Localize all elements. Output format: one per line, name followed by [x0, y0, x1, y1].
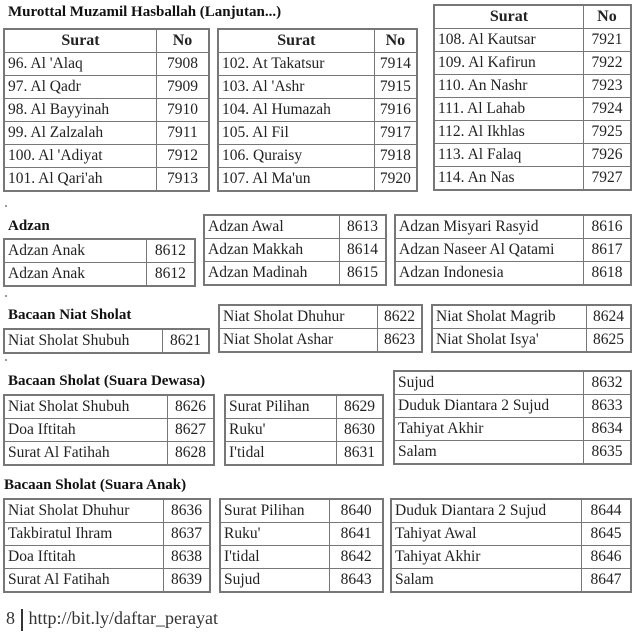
item-number: 8612: [146, 263, 195, 287]
table-row: [218, 122, 417, 145]
page-number: 8: [6, 608, 15, 628]
niat-table-2: [218, 304, 423, 353]
item-number: 8626: [167, 395, 214, 419]
table-row: [204, 215, 386, 239]
table-row: [219, 305, 422, 329]
item-name: Adzan Indonesia: [395, 262, 584, 286]
table-row: [391, 499, 631, 523]
table-row: [220, 499, 383, 523]
table-row: [220, 546, 383, 569]
item-name: Tahiyat Akhir: [391, 546, 582, 569]
item-name: Surat Pilihan: [225, 395, 337, 419]
item-number: 7922: [583, 52, 631, 75]
item-name: Adzan Misyari Rasyid: [395, 215, 584, 239]
item-number: 8640: [330, 499, 383, 523]
item-number: 7925: [583, 121, 631, 144]
table-row: [219, 329, 422, 353]
niat-heading: Bacaan Niat Sholat: [8, 307, 132, 323]
dewasa-heading: Bacaan Sholat (Suara Dewasa): [8, 373, 206, 389]
item-number: 8644: [582, 499, 631, 523]
item-name: 112. Al Ikhlas: [434, 121, 583, 144]
table-row: [218, 53, 417, 76]
item-number: 8647: [582, 569, 631, 593]
item-number: 8622: [377, 305, 422, 329]
murottal-table-3: [433, 4, 632, 191]
item-name: 98. Al Bayyinah: [4, 99, 157, 122]
table-row: [395, 215, 631, 239]
item-number: 7918: [374, 145, 417, 168]
table-row: [4, 263, 195, 287]
footer: [6, 608, 218, 631]
table-row: [4, 145, 209, 168]
item-name: Duduk Diantara 2 Sujud: [394, 395, 584, 418]
item-number: 7908: [157, 53, 209, 76]
footer-link[interactable]: http://bit.ly/daftar_perayat: [28, 608, 218, 628]
table-row: [4, 395, 214, 419]
item-name: 104. Al Humazah: [218, 99, 374, 122]
niat-table-1: [3, 328, 210, 354]
anak-heading: Bacaan Sholat (Suara Anak): [4, 477, 187, 493]
item-number: 7920: [374, 168, 417, 192]
table-row: [4, 76, 209, 99]
item-name: 114. An Nas: [434, 167, 583, 191]
separator-dot: [5, 295, 7, 297]
table-row: [220, 569, 383, 593]
item-name: Adzan Madinah: [204, 262, 340, 286]
item-number: 8645: [582, 523, 631, 546]
item-name: Ruku': [220, 523, 330, 546]
table-row: [391, 546, 631, 569]
table-row: [4, 419, 214, 442]
item-number: 7915: [374, 76, 417, 99]
item-number: 7924: [583, 98, 631, 121]
item-number: 7927: [583, 167, 631, 191]
item-number: 8636: [163, 499, 210, 523]
item-number: 8639: [163, 569, 210, 593]
table-row: [394, 395, 631, 418]
item-number: 8612: [146, 239, 195, 263]
header-surat: Surat: [4, 29, 157, 53]
item-name: Surat Al Fatihah: [4, 442, 167, 466]
anak-table-2: [219, 498, 384, 593]
table-row: [394, 371, 631, 395]
item-name: 110. An Nashr: [434, 75, 583, 98]
item-number: 7909: [157, 76, 209, 99]
item-name: Sujud: [220, 569, 330, 593]
item-name: 100. Al 'Adiyat: [4, 145, 157, 168]
item-number: 8616: [584, 215, 631, 239]
item-name: Sujud: [394, 371, 584, 395]
item-name: Niat Sholat Shubuh: [4, 395, 167, 419]
table-row: [432, 329, 631, 353]
item-name: Tahiyat Awal: [391, 523, 582, 546]
table-row: [204, 262, 386, 286]
item-name: 97. Al Qadr: [4, 76, 157, 99]
item-name: 105. Al Fil: [218, 122, 374, 145]
item-number: 8614: [340, 239, 386, 262]
header-no: No: [374, 29, 417, 53]
item-name: 113. Al Falaq: [434, 144, 583, 167]
adzan-heading: Adzan: [8, 218, 50, 234]
item-name: Salam: [394, 441, 584, 465]
header-no: No: [157, 29, 209, 53]
item-name: I'tidal: [220, 546, 330, 569]
item-number: 8646: [582, 546, 631, 569]
table-row: [391, 569, 631, 593]
item-name: Niat Sholat Magrib: [432, 305, 586, 329]
item-number: 8629: [337, 395, 383, 419]
item-number: 8635: [584, 441, 631, 465]
table-row: [434, 52, 631, 75]
table-row: [434, 29, 631, 52]
table-row: [4, 442, 214, 466]
item-name: Adzan Makkah: [204, 239, 340, 262]
item-name: Adzan Anak: [4, 263, 146, 287]
table-row: [4, 122, 209, 145]
item-name: Salam: [391, 569, 582, 593]
item-name: 103. Al 'Ashr: [218, 76, 374, 99]
item-name: 111. Al Lahab: [434, 98, 583, 121]
table-row: [395, 239, 631, 262]
item-name: I'tidal: [225, 442, 337, 466]
item-name: 96. Al 'Alaq: [4, 53, 157, 76]
item-number: 7921: [583, 29, 631, 52]
table-row: [218, 76, 417, 99]
table-row: [434, 75, 631, 98]
item-number: 7911: [157, 122, 209, 145]
item-number: 8642: [330, 546, 383, 569]
table-row: [434, 121, 631, 144]
table-row: [225, 442, 383, 466]
anak-table-1: [3, 498, 211, 593]
table-row: [4, 569, 210, 593]
table-row: [434, 167, 631, 191]
item-name: Adzan Anak: [4, 239, 146, 263]
item-name: Tahiyat Akhir: [394, 418, 584, 441]
item-name: Surat Al Fatihah: [4, 569, 163, 593]
murottal-heading: Murottal Muzamil Hasballah (Lanjutan...): [8, 4, 282, 20]
item-name: 106. Quraisy: [218, 145, 374, 168]
item-number: 8632: [584, 371, 631, 395]
item-name: Niat Sholat Dhuhur: [219, 305, 377, 329]
table-row: [4, 329, 209, 353]
header-no: No: [583, 5, 631, 29]
table-row: [391, 523, 631, 546]
header-surat: Surat: [434, 5, 583, 29]
dewasa-table-3: [393, 370, 632, 465]
item-number: 8618: [584, 262, 631, 286]
niat-table-3: [431, 304, 632, 353]
item-number: 8624: [586, 305, 631, 329]
item-name: 102. At Takatsur: [218, 53, 374, 76]
table-row: [4, 546, 210, 569]
anak-table-3: [390, 498, 632, 593]
item-number: 7926: [583, 144, 631, 167]
dewasa-table-1: [3, 394, 215, 466]
table-row: [4, 239, 195, 263]
item-name: 109. Al Kafirun: [434, 52, 583, 75]
table-row: [218, 168, 417, 192]
table-row: [218, 99, 417, 122]
murottal-table-2: [217, 28, 418, 192]
table-row: [4, 499, 210, 523]
adzan-table-3: [394, 214, 632, 286]
table-row: [4, 53, 209, 76]
item-name: 99. Al Zalzalah: [4, 122, 157, 145]
item-name: 101. Al Qari'ah: [4, 168, 157, 192]
item-name: Niat Sholat Shubuh: [4, 329, 163, 353]
table-row: [4, 99, 209, 122]
item-number: 7917: [374, 122, 417, 145]
item-number: 8617: [584, 239, 631, 262]
item-name: Niat Sholat Ashar: [219, 329, 377, 353]
item-name: 108. Al Kautsar: [434, 29, 583, 52]
table-row: [4, 523, 210, 546]
table-row: [218, 145, 417, 168]
item-number: 8638: [163, 546, 210, 569]
item-number: 8634: [584, 418, 631, 441]
table-row: [225, 395, 383, 419]
item-number: 8621: [163, 329, 210, 353]
item-name: Niat Sholat Isya': [432, 329, 586, 353]
item-number: 8613: [340, 215, 386, 239]
item-name: Takbiratul Ihram: [4, 523, 163, 546]
item-number: 7923: [583, 75, 631, 98]
item-number: 7914: [374, 53, 417, 76]
dewasa-table-2: [224, 394, 384, 466]
table-row: [4, 168, 209, 192]
item-number: 8625: [586, 329, 631, 353]
item-number: 8615: [340, 262, 386, 286]
adzan-table-1: [3, 238, 196, 287]
item-name: Duduk Diantara 2 Sujud: [391, 499, 582, 523]
adzan-table-2: [203, 214, 387, 286]
table-row: [394, 441, 631, 465]
item-number: 8623: [377, 329, 422, 353]
item-number: 8628: [167, 442, 214, 466]
table-row: [434, 98, 631, 121]
item-number: 8641: [330, 523, 383, 546]
footer-separator: [21, 609, 23, 631]
item-name: Surat Pilihan: [220, 499, 330, 523]
table-row: [395, 262, 631, 286]
table-row: [394, 418, 631, 441]
item-name: Doa Iftitah: [4, 419, 167, 442]
item-number: 8637: [163, 523, 210, 546]
table-row: [225, 419, 383, 442]
item-name: Ruku': [225, 419, 337, 442]
item-number: 8643: [330, 569, 383, 593]
item-number: 7910: [157, 99, 209, 122]
item-number: 7913: [157, 168, 209, 192]
item-name: 107. Al Ma'un: [218, 168, 374, 192]
table-row: [220, 523, 383, 546]
item-number: 8631: [337, 442, 383, 466]
item-name: Adzan Naseer Al Qatami: [395, 239, 584, 262]
item-number: 8633: [584, 395, 631, 418]
header-surat: Surat: [218, 29, 374, 53]
item-name: Doa Iftitah: [4, 546, 163, 569]
item-number: 7916: [374, 99, 417, 122]
table-row: [204, 239, 386, 262]
table-row: [432, 305, 631, 329]
item-number: 8627: [167, 419, 214, 442]
item-number: 8630: [337, 419, 383, 442]
item-name: Niat Sholat Dhuhur: [4, 499, 163, 523]
item-number: 7912: [157, 145, 209, 168]
table-row: [434, 144, 631, 167]
item-name: Adzan Awal: [204, 215, 340, 239]
murottal-table-1: [3, 28, 210, 192]
separator-dot: [5, 205, 7, 207]
separator-dot: [5, 359, 7, 361]
